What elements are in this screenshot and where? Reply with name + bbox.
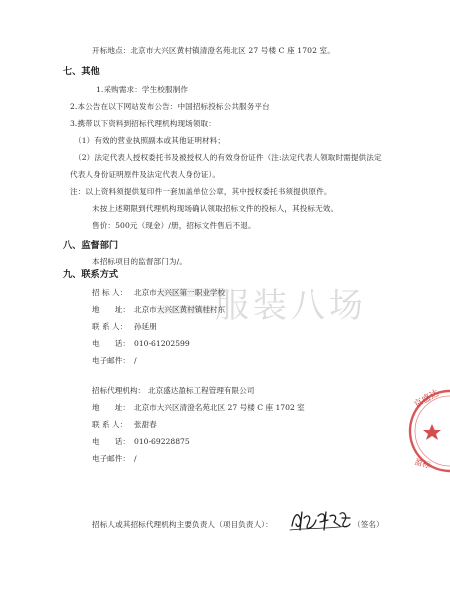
section7-item3-2b: 代表人身份证明原件及法定代表人身份证）。 — [70, 170, 221, 179]
section7-item1: 1.采购需求：学生校服制作 — [96, 85, 189, 94]
watermark-text: 服装八场 — [215, 286, 367, 326]
agency-email-value: / — [134, 454, 137, 463]
section8-text: 本招标项目的监督部门为/。 — [92, 257, 187, 266]
contact-label: 联 系 人： — [92, 322, 128, 331]
agency-contact-label: 联 系 人： — [92, 420, 128, 429]
agency-address-value: 北京市大兴区清澄名苑北区 27 号楼 C 座 1702 室 — [134, 403, 305, 412]
section7-item2: 2.本公告在以下网站发布公告：中国招标投标公共服务平台 — [70, 102, 270, 111]
tenderer-label: 招 标 人： — [92, 288, 128, 297]
section7-item3-2a: （2）法定代表人授权委托书及被授权人的有效身份证件（注:法定代表人领取时需提供法定 — [74, 153, 382, 162]
phone-label: 电 话： — [92, 339, 130, 348]
opening-place: 开标地点：北京市大兴区黄村镇清澄名苑北区 27 号楼 C 座 1702 室。 — [92, 46, 335, 55]
tenderer-value: 北京市大兴区第一职业学校 — [134, 288, 226, 297]
contact-value: 孙延朋 — [134, 322, 157, 331]
section8-title: 八、监督部门 — [63, 240, 119, 251]
section7-price: 售价：500元（现金）/册，招标文件售后不退。 — [92, 221, 256, 230]
agency-email-label: 电子邮件： — [92, 454, 130, 463]
section7-item3: 3.携带以下资料到招标代理机构现场领取： — [70, 119, 216, 128]
section9-title: 九、联系方式 — [63, 269, 119, 280]
section7-item3-1: （1）有效的营业执照副本或其他证明材料； — [74, 136, 226, 145]
seal-text: 京盛达 — [412, 388, 441, 411]
company-seal-icon — [402, 386, 450, 480]
agency-label: 招标代理机构： — [92, 386, 146, 395]
phone-value: 010-61202599 — [134, 339, 190, 348]
svg-text:盈标: 盈标 — [413, 457, 432, 471]
signature-line-text: 招标人或其招标代理机构主要负责人（项目负责人）： — [92, 520, 273, 529]
signature-line-suffix: （签名） — [353, 520, 384, 529]
section7-title: 七、其他 — [63, 66, 100, 77]
email-label: 电子邮件： — [92, 356, 130, 365]
address-label: 地 址： — [92, 305, 130, 314]
agency-address-label: 地 址： — [92, 403, 130, 412]
agency-value: 北京盛达盈标工程管理有限公司 — [148, 386, 255, 395]
agency-phone-label: 电 话： — [92, 437, 130, 446]
section7-note1: 注：以上资料须提供复印件一套加盖单位公章，其中授权委托书须提供原件。 — [70, 187, 332, 196]
agency-contact-value: 张甜春 — [134, 420, 157, 429]
address-value: 北京市大兴区黄村镇桂村东 — [134, 305, 226, 314]
agency-phone-value: 010-69228875 — [134, 437, 190, 446]
handwritten-signature — [288, 504, 354, 538]
section7-note2: 未按上述期限到代理机构现场确认领取招标文件的投标人，其投标无效。 — [92, 204, 339, 213]
redaction-mark — [158, 305, 214, 314]
email-value: / — [134, 356, 137, 365]
